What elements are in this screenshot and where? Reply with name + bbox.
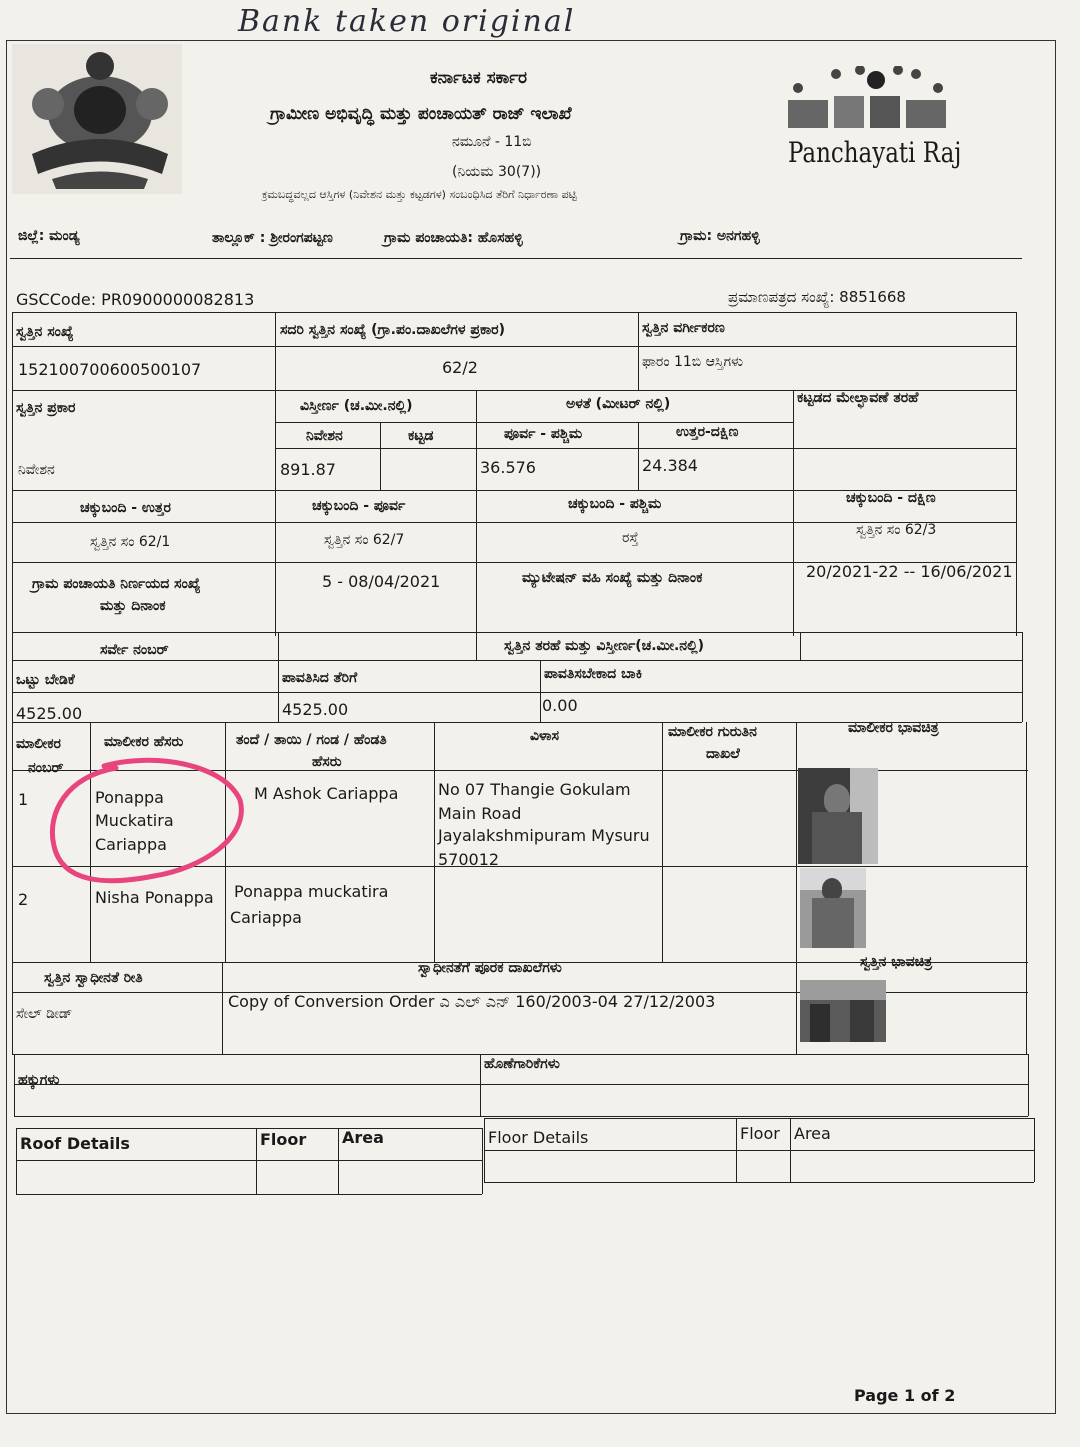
mutation-value: 20/2021-22 -- 16/06/2021 <box>806 562 1013 581</box>
owner-1-address-line-2: Main Road <box>438 804 522 823</box>
property-photo <box>800 980 886 1042</box>
old-number-label: ಸದರಿ ಸ್ವತ್ತಿನ ಸಂಖ್ಯೆ (ಗ್ರಾ.ಪಂ.ದಾಖಲೆಗಳ ಪ್ರಕಾರ) <box>280 322 505 338</box>
resolution-value: 5 - 08/04/2021 <box>322 572 441 591</box>
gsc-code: GSCCode: PR0900000082813 <box>16 290 255 309</box>
ownership-mode-value: ಸೇಲ್ ಡೀಡ್ <box>16 1006 73 1022</box>
owner-no-header-2: ನಂಬರ್ <box>28 760 64 776</box>
mutation-label: ಮ್ಯುಟೇಷನ್ ವಹಿ ಸಂಖ್ಯೆ ಮತ್ತು ದಿನಾಂಕ <box>522 570 703 586</box>
owner-photo-header: ಮಾಲೀಕರ ಭಾವಚಿತ್ರ <box>848 720 939 736</box>
dimension-ns-value: 24.384 <box>642 456 698 475</box>
type-area-label: ಸ್ವತ್ತಿನ ತರಹೆ ಮತ್ತು ವಿಸ್ತೀರ್ಣ(ಚ.ಮೀ.ನಲ್ಲಿ) <box>504 638 705 654</box>
owner-1-address-line-4: 570012 <box>438 850 500 869</box>
department-title: ಗ್ರಾಮೀಣ ಅಭಿವೃದ್ಧಿ ಮತ್ತು ಪಂಚಾಯತ್ ರಾಜ್ ಇಲಾಖೆ <box>270 104 572 124</box>
owner-2-name: Nisha Ponappa <box>95 888 214 907</box>
dimension-ew-value: 36.576 <box>480 458 536 477</box>
karnataka-emblem-icon <box>12 44 182 194</box>
dimension-ns-label: ಉತ್ತರ-ದಕ್ಷಿಣ <box>676 424 739 440</box>
balance-label: ಪಾವತಿಸಬೇಕಾದ ಬಾಕಿ <box>544 666 643 682</box>
rule-number: (ನಿಯಮ 30(7)) <box>452 164 542 180</box>
dimension-label: ಅಳತೆ (ಮೀಟರ್ ನಲ್ಲಿ) <box>566 396 671 412</box>
govt-title: ಕರ್ನಾಟಕ ಸರ್ಕಾರ <box>430 68 528 88</box>
owner-name-header: ಮಾಲೀಕರ ಹೆಸರು <box>104 734 184 750</box>
east-value: ಸ್ವತ್ತಿನ ಸಂ 62/7 <box>324 532 405 548</box>
area-building-label: ಕಟ್ಟಡ <box>408 428 434 444</box>
east-label: ಚಕ್ಕುಬಂದಿ - ಪೂರ್ವ <box>312 498 406 514</box>
owner-1-no: 1 <box>18 790 29 809</box>
classification-value: ಫಾರಂ 11ಬಿ ಆಸ್ತಿಗಳು <box>642 354 744 370</box>
panchayati-raj-logo-icon <box>780 66 960 136</box>
ownership-mode-label: ಸ್ವತ್ತಿನ ಸ್ವಾಧೀನತೆ ರೀತಿ <box>44 970 143 986</box>
survey-label: ಸರ್ವೇ ನಂಬರ್ <box>100 642 169 658</box>
area-site-value: 891.87 <box>280 460 336 479</box>
owner-2-relation-line-2: Cariappa <box>230 908 302 927</box>
roof-floor-header: Floor <box>260 1130 307 1149</box>
south-label: ಚಕ್ಕುಬಂದಿ - ದಕ್ಷಿಣ <box>846 490 936 506</box>
owner-2-photo <box>800 868 866 948</box>
handwritten-note: Bank taken original <box>238 4 576 39</box>
village: ಗ್ರಾಮ: ಅನಗಹಳ್ಳಿ <box>680 228 760 244</box>
roof-area-header: Area <box>342 1128 384 1147</box>
owner-1-name-line-2: Muckatira <box>95 811 174 830</box>
classification-label: ಸ್ವತ್ತಿನ ವರ್ಗೀಕರಣ <box>642 320 725 336</box>
north-value: ಸ್ವತ್ತಿನ ಸಂ 62/1 <box>90 534 171 550</box>
owner-1-address-line-3: Jayalakshmipuram Mysuru <box>438 826 650 845</box>
roof-details-label: Roof Details <box>20 1134 130 1153</box>
property-id-label: ಸ್ವತ್ತಿನ ಸಂಖ್ಯೆ <box>16 324 74 340</box>
total-demand-label: ಒಟ್ಟು ಬೇಡಿಕೆ <box>16 672 75 688</box>
property-type-label: ಸ್ವತ್ತಿನ ಪ್ರಕಾರ <box>16 400 76 416</box>
owner-1-address-line-1: No 07 Thangie Gokulam <box>438 780 631 799</box>
property-photo-label: ಸ್ವತ್ತಿನ ಭಾವಚಿತ್ರ <box>860 954 933 970</box>
owner-no-header-1: ಮಾಲೀಕರ <box>16 736 61 752</box>
property-type-value: ನಿವೇಶನ <box>18 462 55 478</box>
id-doc-header-2: ದಾಖಲೆ <box>706 746 740 762</box>
owner-1-name-line-3: Cariappa <box>95 835 167 854</box>
floor-details-area-header: Area <box>794 1124 831 1143</box>
north-label: ಚಕ್ಕುಬಂದಿ - ಉತ್ತರ <box>80 500 171 516</box>
supporting-docs-label: ಸ್ವಾಧೀನತೆಗೆ ಪೂರಕ ದಾಖಲೆಗಳು <box>418 960 562 976</box>
resolution-label-2: ಮತ್ತು ದಿನಾಂಕ <box>100 598 166 614</box>
floor-details-label: Floor Details <box>488 1128 589 1147</box>
property-id-value: 152100700600500107 <box>18 360 202 379</box>
resolution-label-1: ಗ್ರಾಮ ಪಂಚಾಯತಿ ನಿರ್ಣಯದ ಸಂಖ್ಯೆ <box>32 576 201 592</box>
address-header: ವಿಳಾಸ <box>530 728 560 744</box>
certificate-number: ಪ್ರಮಾಣಪತ್ರದ ಸಂಖ್ಯೆ: 8851668 <box>728 288 906 306</box>
page-indicator: Page 1 of 2 <box>854 1386 956 1405</box>
dimension-ew-label: ಪೂರ್ವ - ಪಶ್ಚಿಮ <box>504 426 583 442</box>
relation-header-2: ಹೆಸರು <box>312 754 342 770</box>
owner-1-name-line-1: Ponappa <box>95 788 164 807</box>
owner-2-relation-line-1: Ponappa muckatira <box>234 882 389 901</box>
liabilities-label: ಹೊಣೆಗಾರಿಕೆಗಳು <box>484 1056 560 1072</box>
id-doc-header-1: ಮಾಲೀಕರ ಗುರುತಿನ <box>668 724 757 740</box>
district: ಜಿಲ್ಲೆ: ಮಂಡ್ಯ <box>18 228 80 244</box>
rights-label: ಹಕ್ಕುಗಳು <box>18 1072 60 1088</box>
gram-panchayat: ಗ್ರಾಮ ಪಂಚಾಯತಿ: ಹೊಸಹಳ್ಳಿ <box>384 230 523 246</box>
balance-value: 0.00 <box>542 696 578 715</box>
south-value: ಸ್ವತ್ತಿನ ಸಂ 62/3 <box>856 522 937 538</box>
relation-header-1: ತಂದೆ / ತಾಯಿ / ಗಂಡ / ಹೆಂಡತಿ <box>236 732 387 748</box>
floor-details-floor-header: Floor <box>740 1124 780 1143</box>
form-subtitle: ಕ್ರಮಬದ್ಧವಲ್ಲದ ಆಸ್ತಿಗಳ (ನಿವೇಶನ ಮತ್ತು ಕಟ್ಟಡಗಳ) ಸಂಬಂಧಿಸಿದ ತೆರಿಗೆ ನಿರ್ಧಾರಣಾ ಪಟ್ಟಿ <box>262 188 577 201</box>
building-type-label: ಕಟ್ಟಡದ ಮೇಲ್ಛಾವಣೆ ತರಹೆ <box>797 390 919 406</box>
owner-1-photo <box>798 768 878 864</box>
total-demand-value: 4525.00 <box>16 704 83 723</box>
paid-tax-label: ಪಾವತಿಸಿದ ತೆರಿಗೆ <box>282 670 358 686</box>
owner-1-relation: M Ashok Cariappa <box>254 784 399 803</box>
annotation-circle <box>44 756 254 892</box>
old-number-value: 62/2 <box>442 358 478 377</box>
supporting-docs-value: Copy of Conversion Order ಎ ಎಲ್ ಎನ್ 160/2003-04 27/12/2003 <box>228 992 716 1011</box>
logo-text: Panchayati Raj <box>788 136 962 169</box>
owner-2-no: 2 <box>18 890 29 909</box>
west-label: ಚಕ್ಕುಬಂದಿ - ಪಶ್ಚಿಮ <box>568 496 662 512</box>
area-label: ವಿಸ್ತೀರ್ಣ (ಚ.ಮೀ.ನಲ್ಲಿ) <box>300 398 413 414</box>
paid-tax-value: 4525.00 <box>282 700 349 719</box>
west-value: ರಸ್ತೆ <box>622 530 639 546</box>
taluk: ತಾಲ್ಲೂಕ್ : ಶ್ರೀರಂಗಪಟ್ಟಣ <box>212 230 333 246</box>
form-number: ನಮೂನೆ - 11ಬಿ <box>452 134 532 150</box>
area-site-label: ನಿವೇಶನ <box>306 428 343 444</box>
